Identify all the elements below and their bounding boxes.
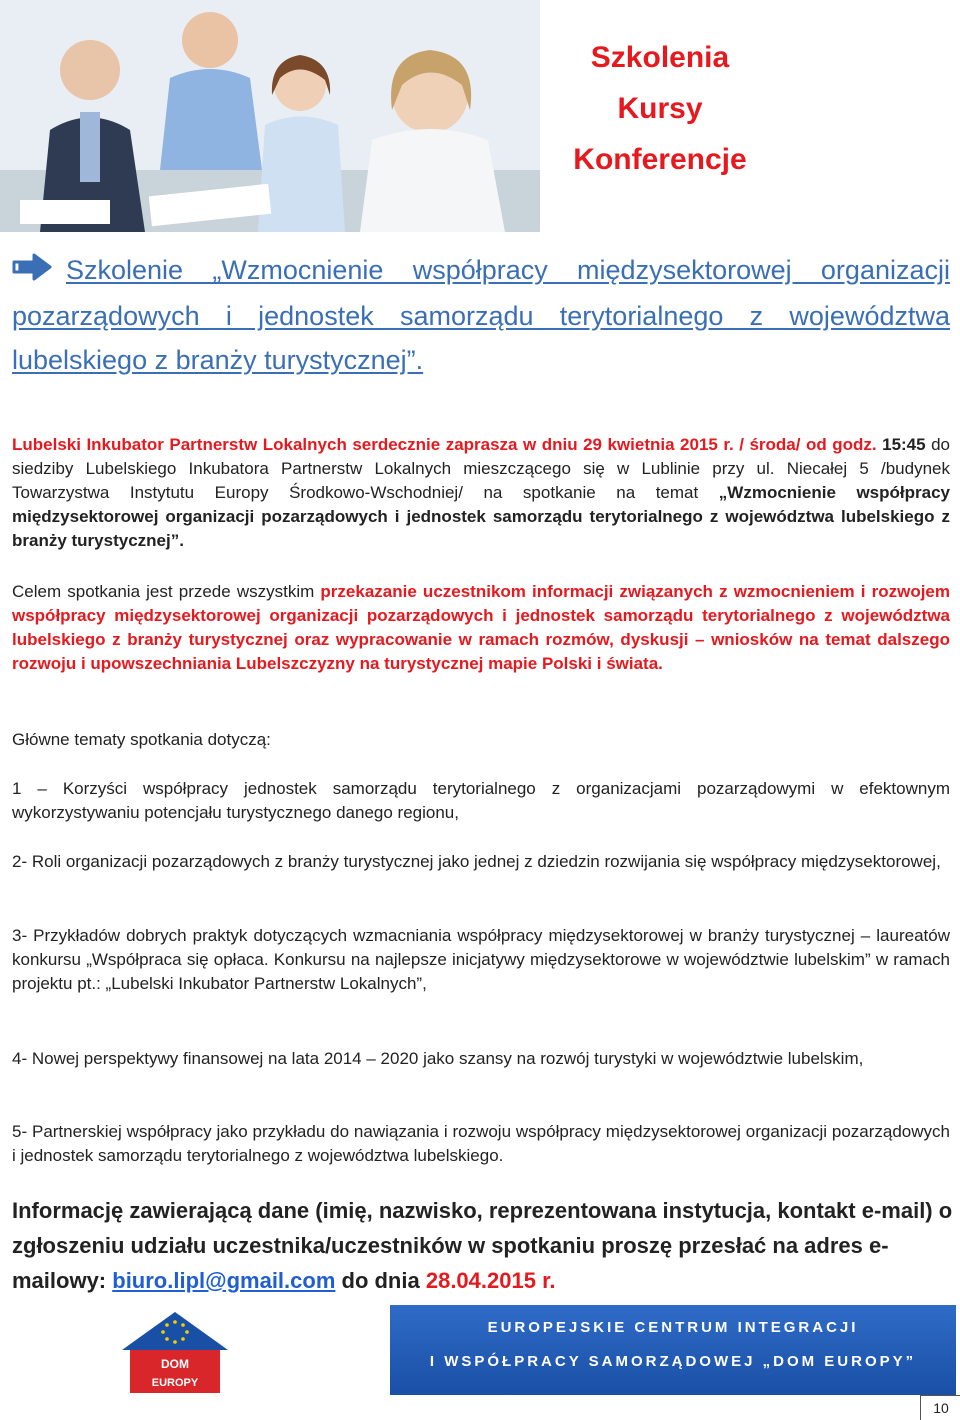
dom-europy-logo: [120, 1310, 230, 1395]
email-link[interactable]: biuro.lipl@gmail.com: [112, 1268, 336, 1293]
deadline-prefix: do dnia: [335, 1268, 426, 1293]
registration-text: Informację zawierającą dane (imię, nazwisko, reprezentowana instytucja, kontakt e-mail) o zgłoszeniu udziału uczestnika/uczestników w spotkaniu proszę przesłać na adres e-mailowy:: [12, 1198, 953, 1293]
business-meeting-photo: [0, 0, 540, 232]
photo-illustration: [0, 0, 540, 232]
title-text: Szkolenie „Wzmocnienie współpracy międzysektorowej organizacji pozarządowych i jednostek samorządu terytorialnego z województwa lubelskiego z branży turystycznej”.: [12, 255, 950, 375]
logo-text-europy: EUROPY: [151, 1377, 199, 1389]
training-title: [12, 248, 950, 382]
page-number: 10: [920, 1395, 960, 1420]
headline: [540, 32, 780, 185]
intro-red-text: Lubelski Inkubator Partnerstw Lokalnych serdecznie zaprasza w dniu 29 kwietnia 2015 r. / środa/ od godz.: [12, 435, 877, 454]
goal-paragraph: [12, 580, 950, 676]
topic-item: 4- Nowej perspektywy finansowej na lata 2014 – 2020 jako szansy na rozwój turystyki w województwie lubelskim,: [12, 1049, 864, 1068]
goal-red-text: przekazanie uczestnikom informacji związanych z wzmocnieniem i rozwojem współpracy międzysektorowej organizacji pozarządowych i jednostek samorządu terytorialnego z województwa lubelskiego z branży turystycznej oraz wypracowanie w ramach rozmów, dyskusji – wniosków na temat dalszego rozwoju i upowszechniania Lubelszczyzny na turystycznej mapie Polski i świata.: [12, 582, 950, 673]
headline-line-2: Kursy: [617, 92, 703, 125]
topic-item: 3- Przykładów dobrych praktyk dotyczących wzmacniania współpracy międzysektorowej w branży turystycznej – laureatów konkursu „Współpraca się opłaca. Konkursu na najlepsze inicjatywy międzysektorowe w województwie lubelskim” w ramach projektu pt.: „Lubelski Inkubator Partnerstw Lokalnych”,: [12, 926, 950, 993]
banner-line-1: EUROPEJSKIE CENTRUM INTEGRACJI: [487, 1319, 859, 1336]
topics-heading: Główne tematy spotkania dotyczą:: [12, 730, 271, 749]
goal-plain-text: Celem spotkania jest przede wszystkim: [12, 582, 321, 601]
headline-line-1: Szkolenia: [590, 41, 730, 74]
headline-line-3: Konferencje: [573, 143, 747, 176]
logo-text-dom: DOM: [161, 1357, 189, 1371]
intro-time: 15:45: [876, 435, 926, 454]
topic-item: 1 – Korzyści współpracy jednostek samorządu terytorialnego z organizacjami pozarządowymi w efektownym wykorzystywaniu potencjału turystycznego danego regionu,: [12, 779, 950, 822]
topic-item: 5- Partnerskiej współpracy jako przykładu do nawiązania i rozwoju współpracy międzysektorowej organizacji pozarządowych i jednostek samorządu terytorialnego z województwa lubelskiego.: [12, 1122, 950, 1165]
topic-item: 2- Roli organizacji pozarządowych z branży turystycznej jako jednej z dziedzin rozwijania się współpracy międzysektorowej,: [12, 852, 941, 871]
registration-info: [12, 1193, 957, 1298]
deadline-date: 28.04.2015 r.: [425, 1268, 556, 1293]
footer-banner: [390, 1305, 956, 1395]
intro-plain-text: do siedziby Lubelskiego Inkubatora Partnerstw Lokalnych mieszczącego się w Lublinie przy ul. Niecałej 5 /budynek Towarzystwa Instytutu Europy Środkowo-Wschodniej/ na spotkanie na temat: [12, 435, 951, 502]
intro-paragraph: [12, 433, 950, 553]
banner-line-2: I WSPÓŁPRACY SAMORZĄDOWEJ „DOM EUROPY”: [429, 1353, 917, 1370]
intro-topic: „Wzmocnienie współpracy międzysektorowej organizacji pozarządowych i jednostek samorządu terytorialnego z województwa lubelskiego z branży turystycznej”.: [12, 483, 950, 550]
right-arrow-icon: [12, 250, 52, 294]
